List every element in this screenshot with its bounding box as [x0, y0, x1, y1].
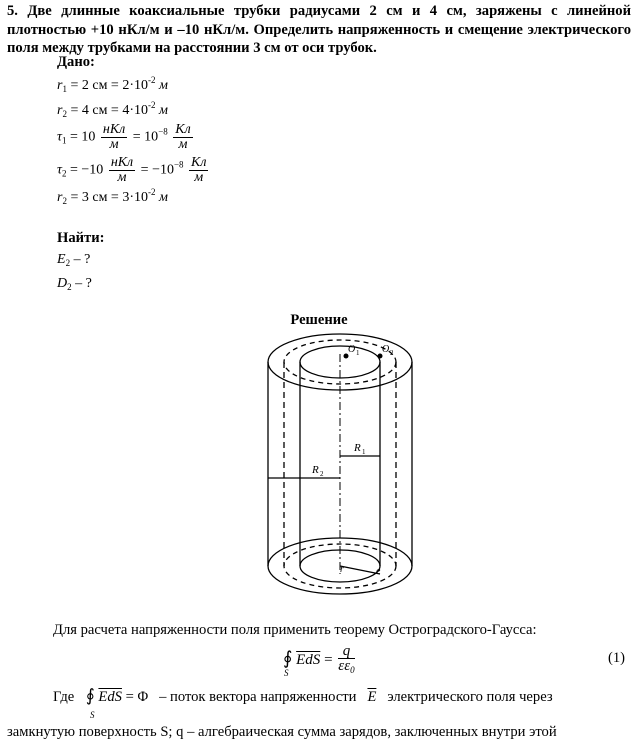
given-header: Дано: — [57, 54, 95, 70]
label-R1: R — [354, 442, 361, 454]
label-o2: O — [382, 344, 390, 355]
find-e: $E_2$ – ? — [57, 252, 91, 268]
label-e: e — [376, 566, 381, 577]
find-d: $D_2$ – ? — [57, 276, 92, 292]
given-tau1: $\tau_1 = 10$ $\frac{\text{нКл}}{м}$ = $10^{-8}$ $\frac{Кл}{м}$ — [57, 122, 191, 152]
problem-statement — [7, 2, 631, 58]
label-r: r — [340, 564, 344, 575]
label-o1: O — [348, 344, 356, 355]
equation-1: ∮ $\overline{EdS}$ = $\frac{q}{\varepsilon\varepsilon_0}$ — [283, 643, 355, 675]
solution-header: Решение — [290, 312, 348, 328]
last-line: замкнутую поверхность S; q – алгебраическая сумма зарядов, заключенных внутри этой — [7, 724, 557, 740]
coaxial-tubes-figure — [260, 330, 420, 598]
where-s-label: S — [90, 710, 95, 720]
find-block — [57, 230, 105, 292]
find-header: Найти: — [57, 230, 105, 246]
given-r2: $r_2 = 4$ см = $4\cdot 10^{-2}$ м — [57, 100, 168, 119]
eq1-s-label: S — [284, 668, 289, 678]
label-o1-sub: 1 — [356, 349, 360, 357]
problem-text: Две длинные коаксиальные трубки радиусами 2 см и 4 см, заряжены с линейной плотностью +10 нКл/м и –10 нКл/м. Определить напряженность и смещение электрического поля между трубками на расстоянии 3 см от оси трубок. — [7, 3, 631, 56]
given-r1: $r_1 = 2$ см = $2\cdot 10^{-2}$ м — [57, 75, 168, 94]
label-o2-sub: 2 — [390, 349, 394, 357]
intro-text: Для расчета напряженности поля применить теорему Остроградского-Гаусса: — [53, 622, 537, 638]
equation-number: (1) — [608, 650, 626, 666]
label-R2: R — [312, 464, 319, 476]
given-block — [57, 54, 210, 206]
given-r3: $r_2 = 3$ см = $3\cdot 10^{-2}$ м — [57, 187, 168, 206]
given-tau2: $\tau_2 = -10$ $\frac{\text{нКл}}{м}$ = $-10^{-8}$ $\frac{Кл}{м}$ — [57, 155, 207, 185]
problem-number: 5. — [7, 3, 18, 19]
label-R1-sub: 1 — [362, 448, 366, 456]
where-line: Где ∮ $\overline{EdS} = \Phi$ – поток вектора напряженности $\overline{E}$ электрического поля через — [53, 686, 553, 705]
label-R2-sub: 2 — [320, 470, 324, 478]
